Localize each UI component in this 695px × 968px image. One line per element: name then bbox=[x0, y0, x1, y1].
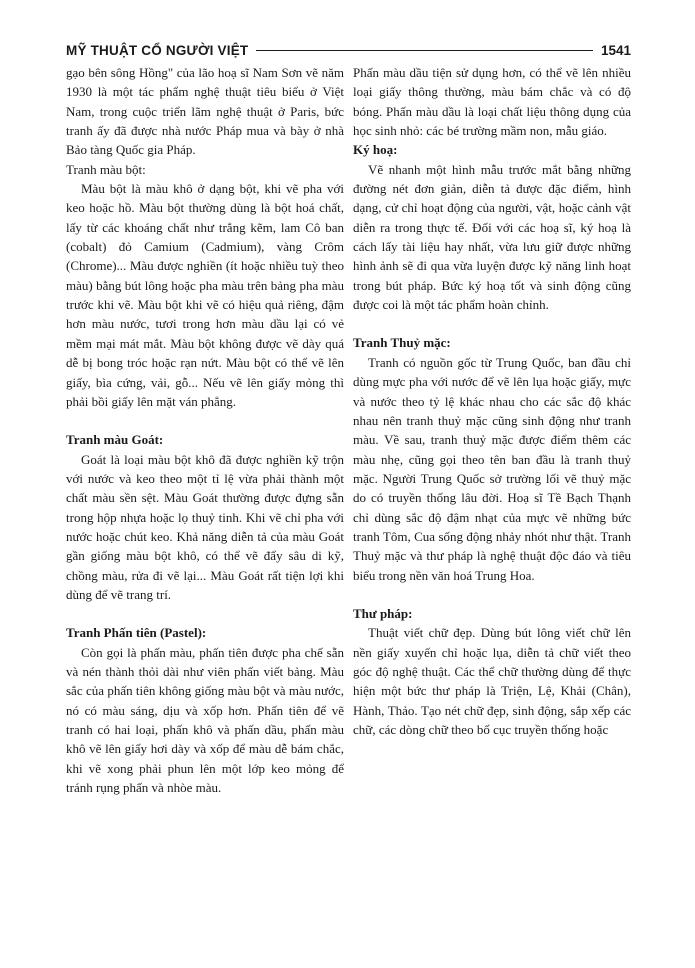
spacer bbox=[353, 585, 631, 604]
header-title: MỸ THUẬT CỔ NGƯỜI VIỆT bbox=[66, 42, 249, 58]
paragraph-ky-hoa: Vẽ nhanh một hình mẫu trước mắt bằng những đường nét đơn giản, diễn tả được đặc điểm, hình dạng, cử chỉ hoạt động của người, vật, hoặc cảnh vật diễn ra trong thực tế. Đối với các hoạ sĩ, ký hoạ là cách lấy tài liệu hay nhất, vừa lưu giữ được những hình ảnh sẽ đi qua vừa luyện được kỹ năng linh hoạt trong bút pháp. Bức ký hoạ tốt và sinh động cũng được coi là một tác phẩm hoàn chỉnh. bbox=[353, 161, 631, 313]
heading-thu-phap: Thư pháp: bbox=[353, 605, 413, 621]
paragraph-thuy-mac: Tranh có nguồn gốc từ Trung Quốc, ban đầu chỉ dùng mực pha với nước để vẽ lên lụa hoặc giấy, mực và nước theo tỷ lệ khác nhau cho các sắc độ khác nhau nên tranh thuỷ mặc cũng sinh động như tranh màu. Về sau, tranh thuỷ mặc được điểm thêm các màu nhẹ, cũng gọi theo tên ban đầu là tranh thuỷ mặc. Người Trung Quốc sở trường lối vẽ thuỷ mặc do có truyền thống lâu đời. Hoạ sĩ Tề Bạch Thạnh chỉ dùng sắc độ đậm nhạt của mực vẽ những bức tranh Tôm, Cua sống động nhảy nhót như thật. Tranh Thuỷ mặc và thư pháp là nghệ thuật độc đáo và tiêu biểu trong nền văn hoá Trung Hoa. bbox=[353, 354, 631, 583]
heading-tranh-thuy-mac: Tranh Thuỷ mặc: bbox=[353, 335, 451, 351]
spacer bbox=[353, 314, 631, 333]
heading-tranh-mau-goat: Tranh màu Goát: bbox=[66, 432, 164, 448]
heading-tranh-mau-bot: Tranh màu bột: bbox=[66, 161, 146, 177]
heading-ky-hoa: Ký hoạ: bbox=[353, 142, 398, 158]
header-rule bbox=[256, 50, 593, 51]
paragraph-phan-tien: Còn gọi là phấn màu, phấn tiên được pha chế sẵn và nén thành thỏi dài như viên phấn viết bảng. Màu sắc của phấn tiên không giống màu bột và màu nước, nó có màu sáng, dịu và xốp hơn. Phấn tiên để vẽ tranh có hai loại, phấn khô và phấn dầu, phấn màu khô vẽ lên giấy hơi dày và xốp để màu dễ bám chắc, khi vẽ xong phải phun lên một lớp keo mỏng để tránh rụng phấn và nhòe màu. bbox=[66, 644, 344, 796]
paragraph-phan-dau-cont: Phấn màu dầu tiện sử dụng hơn, có thể vẽ lên nhiều loại giấy thông thường, màu bám chắc và có độ bóng. Phấn màu dầu là loại chất liệu thông dụng của học sinh nhỏ: các bé trường mầm non, mẫu giáo. bbox=[353, 65, 631, 139]
right-column bbox=[353, 63, 631, 739]
paragraph-mau-bot: Màu bột là màu khô ở dạng bột, khi vẽ pha với keo hoặc hồ. Màu bột thường dùng là bột hoá chất, lấy từ các khoáng chất như trắng kẽm, lam Cô ban (cobalt) đỏ Camium (Cadmium), vàng Crôm (Chrome)... Màu được nghiền (ít hoặc nhiều tuỳ theo màu) bằng bút lông hoặc pha màu trên bảng pha màu trước khi vẽ. Màu bột khi vẽ có hiệu quả riêng, đậm hơn màu nước, tươi trong hơn màu dầu lại có vẻ mềm mại mát mắt. Màu bột không được vẽ dày quá dễ bị bong tróc hoặc rạn nứt. Màu bột có thể vẽ lên giấy, bìa cứng, vải, gỗ... Nếu vẽ lên giấy mỏng thì phải bồi giấy lên mặt ván phẳng. bbox=[66, 181, 344, 409]
spacer bbox=[66, 604, 344, 623]
running-header bbox=[66, 40, 631, 60]
page-number: 1541 bbox=[600, 42, 631, 58]
heading-tranh-phan-tien: Tranh Phấn tiên (Pastel): bbox=[66, 625, 207, 641]
paragraph-thu-phap: Thuật viết chữ đẹp. Dùng bút lông viết chữ lên nền giấy xuyến chỉ hoặc lụa, diễn tả chữ viết theo góc độ nghệ thuật. Các thể chữ thường dùng để thực hiện một bức thư pháp là Triện, Lệ, Khải (Chân), Hành, Thảo. Tạo nét chữ đẹp, sinh động, sắp xếp các chữ, các dòng chữ theo bố cục truyền thống hoặc bbox=[353, 625, 631, 737]
left-column bbox=[66, 63, 344, 797]
spacer bbox=[66, 411, 344, 430]
paragraph-intro: gạo bên sông Hồng" của lão hoạ sĩ Nam Sơn vẽ năm 1930 là một tác phẩm nghệ thuật tiêu biểu ở Việt Nam, trong cuộc triển lãm nghệ thuật ở Paris, bức tranh ấy đã được nhà nước Pháp mua và bày ở nhà Bảo tàng Quốc gia Pháp. bbox=[66, 65, 344, 158]
paragraph-mau-goat: Goát là loại màu bột khô đã được nghiền kỹ trộn với nước và keo theo một tỉ lệ vừa phải thành một chất màu sền sệt. Màu Goát thường được đựng sẵn trong hộp nhựa hoặc lọ thuỷ tinh. Khi vẽ chỉ pha với nước hoặc chút keo. Khả năng diễn tả của màu Goát gần giống màu bột khô, có thể vẽ đẩy sâu di kỹ, chồng màu, rửa đi vẽ lại... Màu Goát rất tiện lợi khi dùng để vẽ trang trí. bbox=[66, 451, 344, 602]
